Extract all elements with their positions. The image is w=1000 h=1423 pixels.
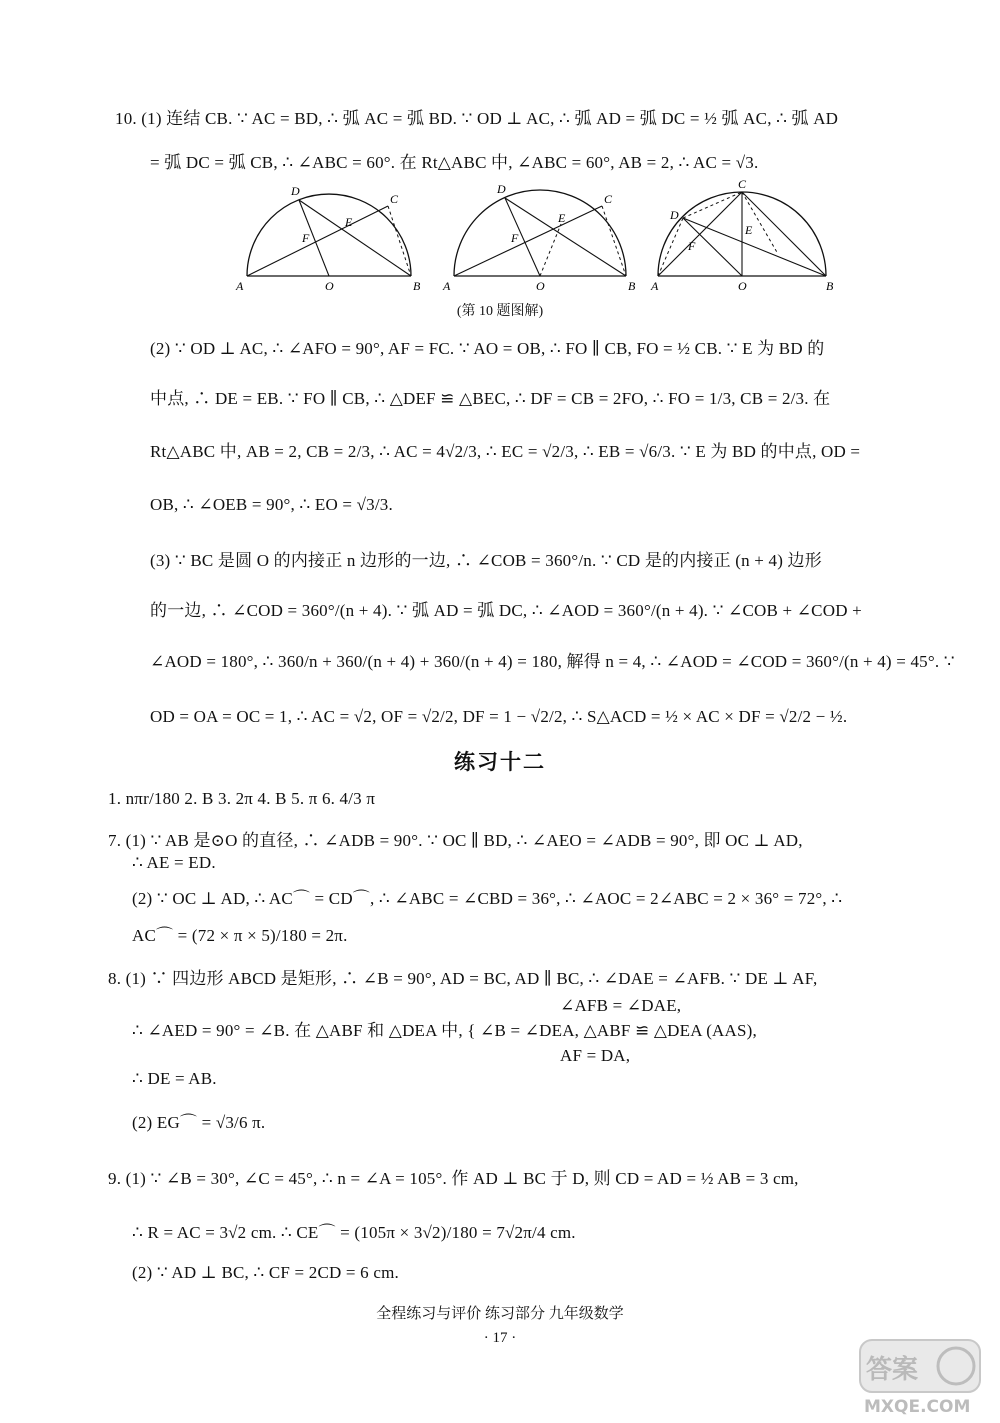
label-o: O — [325, 279, 334, 293]
label-d: D — [497, 182, 506, 196]
text-line: (2) EG⌒ = √3/6 π. — [132, 1113, 266, 1132]
label-f: F — [511, 231, 519, 245]
text-line: 8. (1) ∵ 四边形 ABCD 是矩形, ∴ ∠B = 90°, AD = BC, AD ∥ BC, ∴ ∠DAE = ∠AFB. ∵ DE ⊥ AF, — [108, 969, 818, 988]
semicircle-figure-1 — [230, 178, 430, 296]
text-line: = 弧 DC = 弧 CB, ∴ ∠ABC = 60°. 在 Rt△ABC 中, ∠ABC = 60°, AB = 2, ∴ AC = √3. — [150, 153, 759, 172]
text-line: ∴ DE = AB. — [132, 1069, 217, 1088]
section-title: 练习十二 — [454, 750, 546, 774]
text-line: ∴ AE = ED. — [132, 853, 216, 872]
label-b: B — [628, 279, 636, 293]
text-line: AF = DA, — [560, 1046, 631, 1065]
text-line: (3) ∵ BC 是圆 O 的内接正 n 边形的一边, ∴ ∠COB = 360°/n. ∵ CD 是的内接正 (n + 4) 边形 — [150, 551, 822, 570]
semicircle-figure-3 — [650, 178, 850, 296]
text-line: 的一边, ∴ ∠COD = 360°/(n + 4). ∵ 弧 AD = 弧 DC, ∴ ∠AOD = 360°/(n + 4). ∵ ∠COB + ∠COD + — [150, 601, 862, 620]
text-line: ∴ ∠AED = 90° = ∠B. 在 △ABF 和 △DEA 中, { ∠B = ∠DEA, △ABF ≌ △DEA (AAS), — [132, 1021, 757, 1040]
watermark-logo — [858, 1338, 982, 1418]
page-number: · 17 · — [483, 1330, 517, 1346]
text-line: Rt△ABC 中, AB = 2, CB = 2/3, ∴ AC = 4√2/3, ∴ EC = √2/3, ∴ EB = √6/3. ∵ E 为 BD 的中点, OD = — [150, 442, 861, 461]
text-line: 9. (1) ∵ ∠B = 30°, ∠C = 45°, ∴ n = ∠A = 105°. 作 AD ⊥ BC 于 D, 则 CD = AD = ½ AB = 3 cm, — [108, 1169, 799, 1188]
text-line: (2) ∵ OD ⊥ AC, ∴ ∠AFO = 90°, AF = FC. ∵ AO = OB, ∴ FO ∥ CB, FO = ½ CB. ∵ E 为 BD 的 — [150, 339, 825, 358]
text-line: ∠AOD = 180°, ∴ 360/n + 360/(n + 4) + 360/(n + 4) = 180, 解得 n = 4, ∴ ∠AOD = ∠COD = 360°/(n + 4) = 45°. ∵ — [150, 652, 955, 671]
text-line: 7. (1) ∵ AB 是⊙O 的直径, ∴ ∠ADB = 90°. ∵ OC ∥ BD, ∴ ∠AEO = ∠ADB = 90°, 即 OC ⊥ AD, — [108, 831, 803, 850]
text-line: 中点, ∴ DE = EB. ∵ FO ∥ CB, ∴ △DEF ≌ △BEC, ∴ DF = CB = 2FO, ∴ FO = 1/3, CB = 2/3. 在 — [150, 389, 831, 408]
label-c: C — [738, 178, 747, 191]
label-d: D — [291, 184, 300, 198]
label-o: O — [738, 279, 747, 293]
svg-text:MXQE.COM: MXQE.COM — [864, 1397, 971, 1417]
semicircle-figure-2 — [440, 178, 640, 296]
label-a: A — [236, 279, 244, 293]
label-o: O — [536, 279, 545, 293]
figure-row — [230, 178, 850, 296]
label-f: F — [302, 231, 310, 245]
label-b: B — [826, 279, 834, 293]
text-line: (2) ∵ AD ⊥ BC, ∴ CF = 2CD = 6 cm. — [132, 1263, 399, 1282]
text-line: 10. (1) 连结 CB. ∵ AC = BD, ∴ 弧 AC = 弧 BD. ∵ OD ⊥ AC, ∴ 弧 AD = 弧 DC = ½ 弧 AC, ∴ 弧 AD — [115, 109, 839, 128]
label-b: B — [413, 279, 421, 293]
label-e: E — [345, 215, 353, 229]
label-d: D — [670, 208, 679, 222]
page-footer: 全程练习与评价 练习部分 九年级数学 — [376, 1306, 624, 1322]
text-line: OB, ∴ ∠OEB = 90°, ∴ EO = √3/3. — [150, 495, 393, 514]
figure-caption: (第 10 题图解) — [456, 304, 544, 319]
label-e: E — [558, 211, 566, 225]
label-a: A — [443, 279, 451, 293]
label-c: C — [604, 192, 613, 206]
label-f: F — [688, 239, 696, 253]
label-a: A — [651, 279, 659, 293]
label-c: C — [390, 192, 399, 206]
text-line: (2) ∵ OC ⊥ AD, ∴ AC⌒ = CD⌒, ∴ ∠ABC = ∠CBD = 36°, ∴ ∠AOC = 2∠ABC = 2 × 36° = 72°, ∴ — [132, 889, 843, 908]
text-line: 1. nπr/180 2. B 3. 2π 4. B 5. π 6. 4/3 π — [108, 789, 376, 808]
text-line: ∠AFB = ∠DAE, — [560, 996, 682, 1015]
svg-text:答案: 答案 — [866, 1355, 919, 1385]
text-line: OD = OA = OC = 1, ∴ AC = √2, OF = √2/2, DF = 1 − √2/2, ∴ S△ACD = ½ × AC × DF = √2/2 − ½. — [150, 707, 848, 726]
text-line: AC⌒ = (72 × π × 5)/180 = 2π. — [132, 926, 348, 945]
text-line: ∴ R = AC = 3√2 cm. ∴ CE⌒ = (105π × 3√2)/180 = 7√2π/4 cm. — [132, 1223, 576, 1242]
label-e: E — [745, 223, 753, 237]
